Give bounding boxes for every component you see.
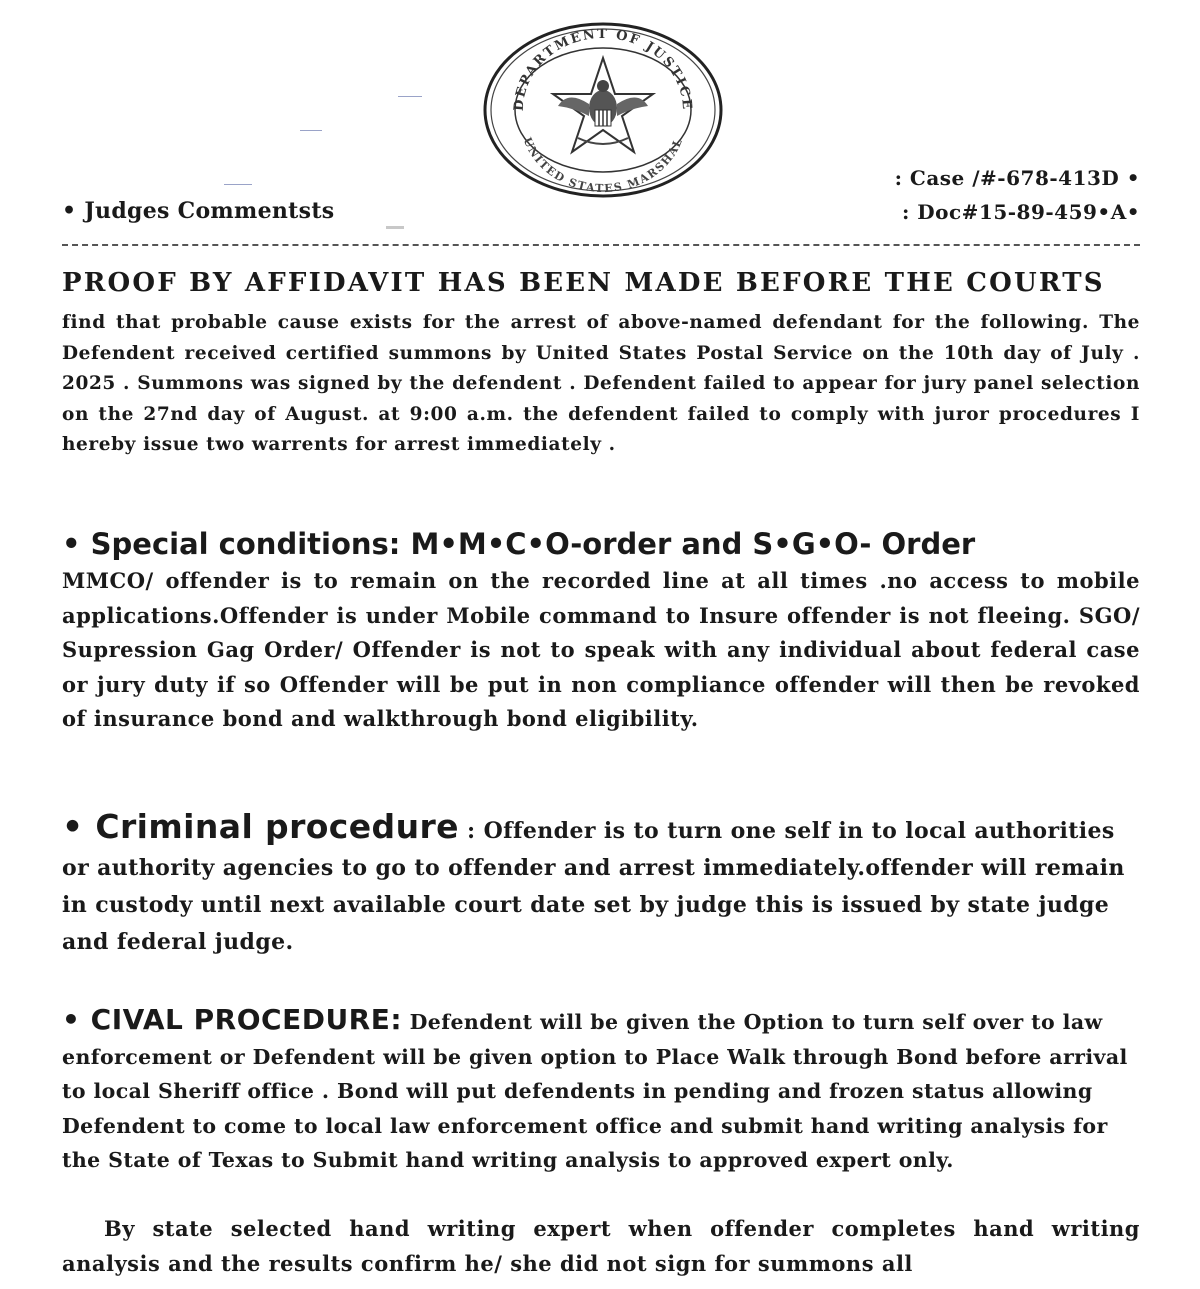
scan-mark bbox=[300, 130, 322, 131]
seal-top-text: DEPARTMENT OF JUSTICE bbox=[511, 26, 695, 112]
case-number: : Case /#-678-413D • bbox=[894, 166, 1140, 190]
doc-number: : Doc#15-89-459•A• bbox=[901, 200, 1140, 224]
special-conditions-body: MMCO/ offender is to remain on the recorded line at all times .no access to mobile applications.Offender is under Mobile command to Insure offender is not fleeing. SGO/ Supression Gag Order/ Offender is not to speak with any individual about federal case or jury duty if so Offender will be put in non compliance offender will then be revoked of insurance bond and walkthrough bond eligibility. bbox=[62, 568, 1140, 731]
handwriting-expert-section bbox=[62, 1212, 1140, 1281]
special-conditions-section bbox=[62, 524, 1140, 737]
cival-procedure-body: Defendent will be given the Option to turn self over to law enforcement or Defendent will be given option to Place Walk through Bond before arrival to local Sheriff office . Bond will put defendents in pending and frozen status allowing Defendent to come to local law enforcement office and submit hand writing analysis for the State of Texas to Submit hand writing analysis to approved expert only. bbox=[62, 1010, 1128, 1172]
header-divider bbox=[62, 244, 1140, 246]
scan-mark bbox=[398, 96, 422, 97]
department-of-justice-seal-icon bbox=[478, 20, 728, 200]
cival-procedure-heading: • CIVAL PROCEDURE: bbox=[62, 1003, 403, 1036]
criminal-procedure-body: Offender is to turn one self in to local authorities or authority agencies to go to offender and arrest immediately.offender will remain in custody until next available court date set by judge this is issued by state judge and federal judge. bbox=[62, 818, 1125, 955]
proof-title: PROOF BY AFFIDAVIT HAS BEEN MADE BEFORE THE COURTS bbox=[62, 268, 1105, 298]
handwriting-expert-body: By state selected hand writing expert when offender completes hand writing analysis and the results confirm he/ she did not sign for summons all bbox=[62, 1216, 1140, 1276]
cival-procedure-paragraph bbox=[62, 1003, 1132, 1178]
criminal-procedure-section bbox=[62, 808, 1132, 961]
scan-mark bbox=[224, 184, 252, 185]
scan-mark bbox=[386, 226, 404, 229]
criminal-procedure-separator: : bbox=[458, 818, 484, 844]
criminal-procedure-heading: • Criminal procedure bbox=[62, 807, 459, 846]
proof-body: find that probable cause exists for the arrest of above-named defendant for the following. The Defendent received certified summons by United States Postal Service on the 10th day of July . 2025 . Summons was signed by the defendent . Defendent failed to appear for jury panel selection on the 27nd day of August. at 9:00 a.m. the defendent failed to comply with juror procedures I hereby issue two warrents for arrest immediately . bbox=[62, 312, 1140, 455]
criminal-procedure-paragraph bbox=[62, 808, 1132, 961]
judges-comments-label: • Judges Commentsts bbox=[62, 198, 335, 224]
cival-procedure-section bbox=[62, 1003, 1132, 1178]
special-conditions-heading: • Special conditions: M•M•C•O-order and S•G•O- Order bbox=[62, 527, 976, 561]
seal-bottom-text: UNITED STATES MARSHAL bbox=[520, 135, 686, 196]
